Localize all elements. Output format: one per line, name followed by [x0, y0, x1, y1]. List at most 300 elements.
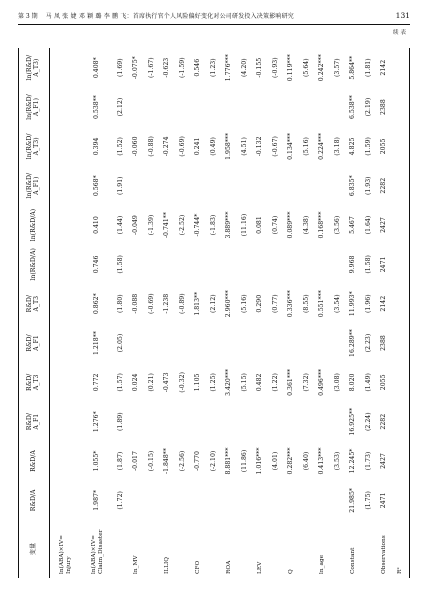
value-cell: 0.568* [93, 175, 101, 197]
table-row [206, 48, 221, 578]
value-cell: 6.538** [349, 95, 357, 120]
tstat-cell: (3.57) [333, 58, 341, 77]
value-cell [393, 205, 410, 244]
value-cell: 1.276* [93, 411, 101, 433]
page-number: 131 [395, 10, 410, 20]
value-cell: -0.017 [132, 451, 140, 471]
value-cell [284, 245, 300, 284]
table-row [315, 48, 331, 578]
value-cell: 1.987* [93, 489, 101, 511]
tstat-cell: (-1.59) [178, 57, 186, 79]
value-cell: 0.772 [93, 373, 101, 392]
tstat-cell: (1.58) [364, 255, 372, 274]
value-cell: 0.862* [93, 293, 101, 315]
value-cell [222, 323, 238, 362]
column-header: ln(R&D/ A_T3) [19, 127, 50, 166]
tstat-cell: (1.89) [116, 412, 124, 431]
value-cell: 2471 [380, 492, 388, 509]
value-cell [50, 87, 82, 126]
tstat-cell: (-0.69) [147, 293, 155, 315]
value-cell [284, 323, 300, 362]
tstat-cell: (-0.15) [147, 450, 155, 472]
tstat-cell [237, 245, 252, 284]
row-variable-label [206, 520, 221, 578]
tstat-cell [206, 323, 221, 362]
row-variable-label: Observations [381, 535, 388, 574]
row-variable-label [300, 520, 315, 578]
value-cell: 3.889*** [225, 211, 233, 239]
tstat-cell: (-0.69) [178, 136, 186, 157]
value-cell: 0.290 [256, 294, 264, 313]
tstat-cell [206, 245, 221, 284]
value-cell: 2055 [380, 138, 388, 155]
value-cell: -0.088 [132, 293, 140, 314]
value-cell: 2471 [380, 256, 388, 273]
value-cell: -0.049 [132, 215, 140, 235]
tstat-cell: (1.44) [116, 215, 124, 235]
tstat-cell [300, 87, 315, 126]
value-cell: 2427 [380, 217, 388, 233]
tstat-cell [206, 87, 221, 126]
row-variable-label: ILLIQ [164, 556, 171, 574]
row-variable-label [268, 520, 283, 578]
tstat-cell: (1.69) [116, 58, 124, 77]
value-cell [160, 166, 176, 205]
tstat-cell [331, 87, 346, 126]
tstat-cell: (3.56) [333, 215, 341, 235]
value-cell [284, 481, 300, 520]
value-cell: -0.060 [132, 136, 140, 157]
value-cell: 12.245* [349, 448, 357, 474]
value-cell: 5.467 [349, 216, 357, 234]
tstat-cell [237, 323, 252, 362]
tstat-cell: (2.19) [364, 97, 372, 117]
value-cell [160, 87, 176, 126]
value-cell [191, 245, 207, 284]
value-cell [315, 245, 331, 284]
value-cell: 0.081 [256, 216, 264, 234]
value-cell [315, 402, 331, 441]
row-variable-label: ln(ABA)×IV= Claim_Disaster [90, 529, 104, 574]
row-variable-label: Q [288, 569, 295, 574]
value-cell [160, 481, 176, 520]
column-header-variable: 变量 [19, 520, 50, 578]
value-cell: 0.546 [194, 58, 202, 77]
value-cell [129, 402, 145, 441]
value-cell: 6.835* [349, 175, 357, 197]
table-row [144, 48, 159, 578]
column-header: ln(R&D/ A_T3) [19, 48, 50, 87]
tstat-cell [237, 166, 252, 205]
value-cell [253, 245, 269, 284]
row-variable-label: CFO [195, 560, 202, 574]
tstat-cell: (0.21) [147, 373, 155, 392]
table-row [175, 48, 190, 578]
table-row [268, 48, 283, 578]
value-cell: 0.242*** [318, 54, 326, 82]
tstat-cell: (5.16) [302, 137, 310, 156]
value-cell [393, 127, 410, 166]
tstat-cell [175, 481, 190, 520]
value-cell: -0.770 [194, 451, 202, 471]
tstat-cell: (-1.39) [147, 214, 155, 236]
tstat-cell: (-1.83) [209, 214, 217, 236]
tstat-cell: (1.25) [209, 373, 217, 392]
value-cell [315, 166, 331, 205]
tstat-cell [144, 166, 159, 205]
value-cell [393, 48, 410, 87]
tstat-cell [300, 245, 315, 284]
value-cell: 16.289** [349, 329, 357, 357]
value-cell: 1.105 [194, 373, 202, 392]
column-header: ln(R&D/ A_F1) [19, 87, 50, 126]
value-cell [284, 87, 300, 126]
value-cell: 2282 [380, 177, 388, 194]
tstat-cell: (5.16) [240, 294, 248, 313]
value-cell: 0.089*** [287, 211, 295, 239]
column-header: ln(R&D/A) [19, 205, 50, 244]
value-cell [315, 87, 331, 126]
value-cell [393, 87, 410, 126]
value-cell [191, 402, 207, 441]
tstat-cell: (4.01) [271, 451, 279, 471]
value-cell: 2.960*** [225, 290, 233, 318]
tstat-cell: (1.59) [364, 137, 372, 156]
row-variable-label: ROA [226, 560, 233, 574]
tstat-cell: (3.54) [333, 294, 341, 313]
continued-label: 续表 [392, 30, 408, 36]
tstat-cell: (2.05) [116, 333, 124, 353]
column-header: ln(R&D/ A_F1) [19, 166, 50, 205]
value-cell [315, 323, 331, 362]
tstat-cell: (1.72) [116, 491, 124, 510]
tstat-cell: (2.12) [116, 97, 124, 117]
tstat-cell: (7.32) [302, 373, 310, 392]
value-cell: 2142 [380, 295, 388, 312]
value-cell [284, 166, 300, 205]
value-cell: 0.224*** [318, 132, 326, 160]
tstat-cell: (1.73) [364, 451, 372, 471]
tstat-cell [206, 481, 221, 520]
value-cell: 0.538** [93, 95, 101, 120]
tstat-cell: (-0.67) [271, 136, 279, 157]
value-cell [393, 245, 410, 284]
value-cell [160, 245, 176, 284]
tstat-cell: (3.08) [333, 373, 341, 392]
page-body [18, 26, 410, 596]
value-cell: -0.741** [163, 212, 171, 239]
tstat-cell: (2.24) [364, 412, 372, 431]
tstat-cell: (2.23) [364, 333, 372, 353]
tstat-cell: (3.18) [333, 137, 341, 156]
value-cell: 16.925** [349, 407, 357, 436]
tstat-cell: (-2.10) [209, 450, 217, 472]
table-row [222, 48, 238, 578]
tstat-cell [300, 402, 315, 441]
value-cell [191, 87, 207, 126]
tstat-cell [268, 323, 283, 362]
value-cell [253, 481, 269, 520]
value-cell: 0.282*** [287, 447, 295, 475]
tstat-cell [175, 166, 190, 205]
value-cell: -0.473 [163, 372, 171, 393]
value-cell [50, 245, 82, 284]
column-header: R&D/ A_F1 [19, 323, 50, 362]
row-variable-label [144, 520, 159, 578]
tstat-cell: (1.93) [364, 176, 372, 196]
value-cell: 0.336*** [287, 290, 295, 318]
value-cell: 3.420*** [225, 368, 233, 396]
value-cell [253, 166, 269, 205]
row-variable-label [113, 520, 128, 578]
tstat-cell: (1.58) [116, 255, 124, 274]
tstat-cell: (5.15) [240, 373, 248, 392]
value-cell [393, 323, 410, 362]
table-row [253, 48, 269, 578]
value-cell [253, 87, 269, 126]
tstat-cell: (-0.89) [178, 293, 186, 315]
value-cell: 8.881*** [225, 447, 233, 475]
value-cell [191, 481, 207, 520]
table-row [362, 48, 377, 578]
row-variable-label [237, 520, 252, 578]
value-cell [50, 48, 82, 87]
tstat-cell [175, 87, 190, 126]
value-cell: 0.168*** [318, 211, 326, 239]
tstat-cell [268, 245, 283, 284]
tstat-cell: (4.20) [240, 58, 248, 77]
page-header [18, 8, 410, 22]
value-cell: 0.410 [93, 216, 101, 234]
table-row [191, 48, 207, 578]
tstat-cell [206, 166, 221, 205]
tstat-cell [144, 402, 159, 441]
table-header-row [19, 48, 50, 578]
tstat-cell [175, 323, 190, 362]
value-cell [393, 402, 410, 441]
value-cell [393, 363, 410, 402]
value-cell: 11.993* [349, 291, 357, 317]
tstat-cell: (1.80) [116, 294, 124, 313]
column-header: R&D/ A_T3 [19, 363, 50, 402]
tstat-cell: (1.75) [364, 491, 372, 510]
tstat-cell: (1.22) [271, 373, 279, 392]
value-cell: 0.119*** [287, 54, 295, 82]
table-row [82, 48, 113, 578]
tstat-cell: (-0.88) [147, 136, 155, 157]
table-row [160, 48, 176, 578]
row-variable-label: LEV [257, 561, 264, 574]
value-cell: 5.864** [349, 55, 357, 80]
tstat-cell [237, 402, 252, 441]
tstat-cell: (1.49) [364, 373, 372, 392]
tstat-cell: (4.38) [302, 215, 310, 235]
value-cell: -0.132 [256, 136, 264, 157]
value-cell: 2055 [380, 374, 388, 391]
row-variable-label [331, 520, 346, 578]
value-cell [222, 402, 238, 441]
value-cell [284, 402, 300, 441]
value-cell: 0.134*** [287, 132, 295, 160]
value-cell: -1.238 [163, 293, 171, 314]
value-cell [191, 166, 207, 205]
tstat-cell [300, 166, 315, 205]
tstat-cell [268, 87, 283, 126]
value-cell: -0.075* [132, 56, 140, 80]
value-cell: 1.016*** [256, 447, 264, 475]
value-cell [222, 87, 238, 126]
tstat-cell [237, 481, 252, 520]
tstat-cell: (-2.56) [178, 450, 186, 472]
column-header: R&D/ A_F1 [19, 402, 50, 441]
table-row [129, 48, 145, 578]
value-cell: 0.746 [93, 255, 101, 274]
value-cell [253, 402, 269, 441]
value-cell [129, 481, 145, 520]
value-cell [393, 441, 410, 480]
tstat-cell [300, 481, 315, 520]
value-cell: 8.020 [349, 373, 357, 392]
value-cell [50, 323, 82, 362]
tstat-cell: (-1.67) [147, 57, 155, 79]
tstat-cell: (1.91) [116, 176, 124, 196]
value-cell [393, 166, 410, 205]
table-row [237, 48, 252, 578]
table-row [331, 48, 346, 578]
value-cell: 0.024 [132, 373, 140, 392]
value-cell: -0.155 [256, 57, 264, 78]
row-variable-label: R² [393, 520, 410, 578]
tstat-cell: (0.49) [209, 137, 217, 156]
tstat-cell [237, 87, 252, 126]
table-row [284, 48, 300, 578]
value-cell: 1.055* [93, 450, 101, 472]
issue-number: 第 3 期 [18, 12, 38, 20]
tstat-cell: (1.81) [364, 58, 372, 77]
value-cell [50, 205, 82, 244]
value-cell: 1.218** [93, 331, 101, 355]
tstat-cell: (-2.52) [178, 214, 186, 236]
tstat-cell: (1.57) [116, 373, 124, 392]
row-variable-label: Constant [350, 547, 357, 574]
tstat-cell: (11.16) [240, 213, 248, 237]
value-cell: 0.408* [93, 57, 101, 79]
value-cell [50, 363, 82, 402]
value-cell [50, 166, 82, 205]
tstat-cell [300, 323, 315, 362]
value-cell: 2282 [380, 413, 388, 430]
tstat-cell: (11.86) [240, 449, 248, 473]
tstat-cell [331, 323, 346, 362]
value-cell [160, 402, 176, 441]
value-cell: 21.985* [349, 487, 357, 513]
value-cell [129, 87, 145, 126]
value-cell: 2388 [380, 335, 388, 351]
table-row [113, 48, 128, 578]
row-variable-label: ln(ABA)×IV= Injury [59, 535, 72, 574]
tstat-cell: (1.96) [364, 294, 372, 313]
value-cell [129, 166, 145, 205]
table-row [50, 48, 82, 578]
value-cell: -0.623 [163, 57, 171, 78]
tstat-cell [268, 166, 283, 205]
tstat-cell [268, 402, 283, 441]
value-cell [50, 127, 82, 166]
value-cell: 1.813** [194, 291, 202, 316]
value-cell: 0.413*** [318, 447, 326, 475]
tstat-cell [331, 402, 346, 441]
value-cell: -1.848** [163, 448, 171, 475]
value-cell [50, 402, 82, 441]
tstat-cell: (3.53) [333, 451, 341, 471]
table-body [50, 48, 410, 578]
value-cell: 2427 [380, 453, 388, 469]
tstat-cell: (0.77) [271, 294, 279, 313]
column-header: ln(R&D/A) [19, 245, 50, 284]
tstat-cell: (1.52) [116, 137, 124, 156]
header-rule [18, 24, 410, 25]
value-cell: 0.361*** [287, 368, 295, 396]
tstat-cell [144, 323, 159, 362]
tstat-cell [331, 245, 346, 284]
tstat-cell [175, 245, 190, 284]
column-header: R&D/A [19, 441, 50, 480]
tstat-cell [144, 245, 159, 284]
value-cell: -0.274 [163, 136, 171, 157]
value-cell: 2388 [380, 99, 388, 115]
value-cell [222, 166, 238, 205]
value-cell [129, 245, 145, 284]
value-cell: 4.825 [349, 137, 357, 156]
value-cell [160, 323, 176, 362]
tstat-cell [175, 402, 190, 441]
value-cell [393, 481, 410, 520]
value-cell: 0.551*** [318, 290, 326, 318]
tstat-cell [331, 481, 346, 520]
tstat-cell: (-0.32) [178, 372, 186, 393]
value-cell: 1.776*** [225, 54, 233, 82]
tstat-cell [144, 481, 159, 520]
tstat-cell: (2.12) [209, 294, 217, 313]
tstat-cell: (4.51) [240, 137, 248, 156]
value-cell [50, 441, 82, 480]
tstat-cell: (1.87) [116, 451, 124, 471]
value-cell [129, 323, 145, 362]
row-variable-label [175, 520, 190, 578]
tstat-cell [268, 481, 283, 520]
value-cell: 9.968 [349, 255, 357, 274]
tstat-cell: (6.40) [302, 451, 310, 471]
row-variable-label [362, 520, 377, 578]
tstat-cell: (1.64) [364, 215, 372, 235]
table-row [346, 48, 362, 578]
tstat-cell: (8.55) [302, 294, 310, 313]
tstat-cell [206, 402, 221, 441]
value-cell: 0.496*** [318, 368, 326, 396]
regression-table [18, 48, 410, 578]
row-variable-label: ln_MV [133, 555, 140, 574]
value-cell: 0.241 [194, 137, 202, 156]
value-cell [222, 481, 238, 520]
table-row [377, 48, 393, 578]
tstat-cell: (0.74) [271, 215, 279, 235]
value-cell: 1.958*** [225, 132, 233, 160]
value-cell [253, 323, 269, 362]
row-variable-label: ln_age [319, 554, 326, 574]
tstat-cell: (5.64) [302, 58, 310, 77]
value-cell [50, 284, 82, 323]
value-cell [50, 481, 82, 520]
